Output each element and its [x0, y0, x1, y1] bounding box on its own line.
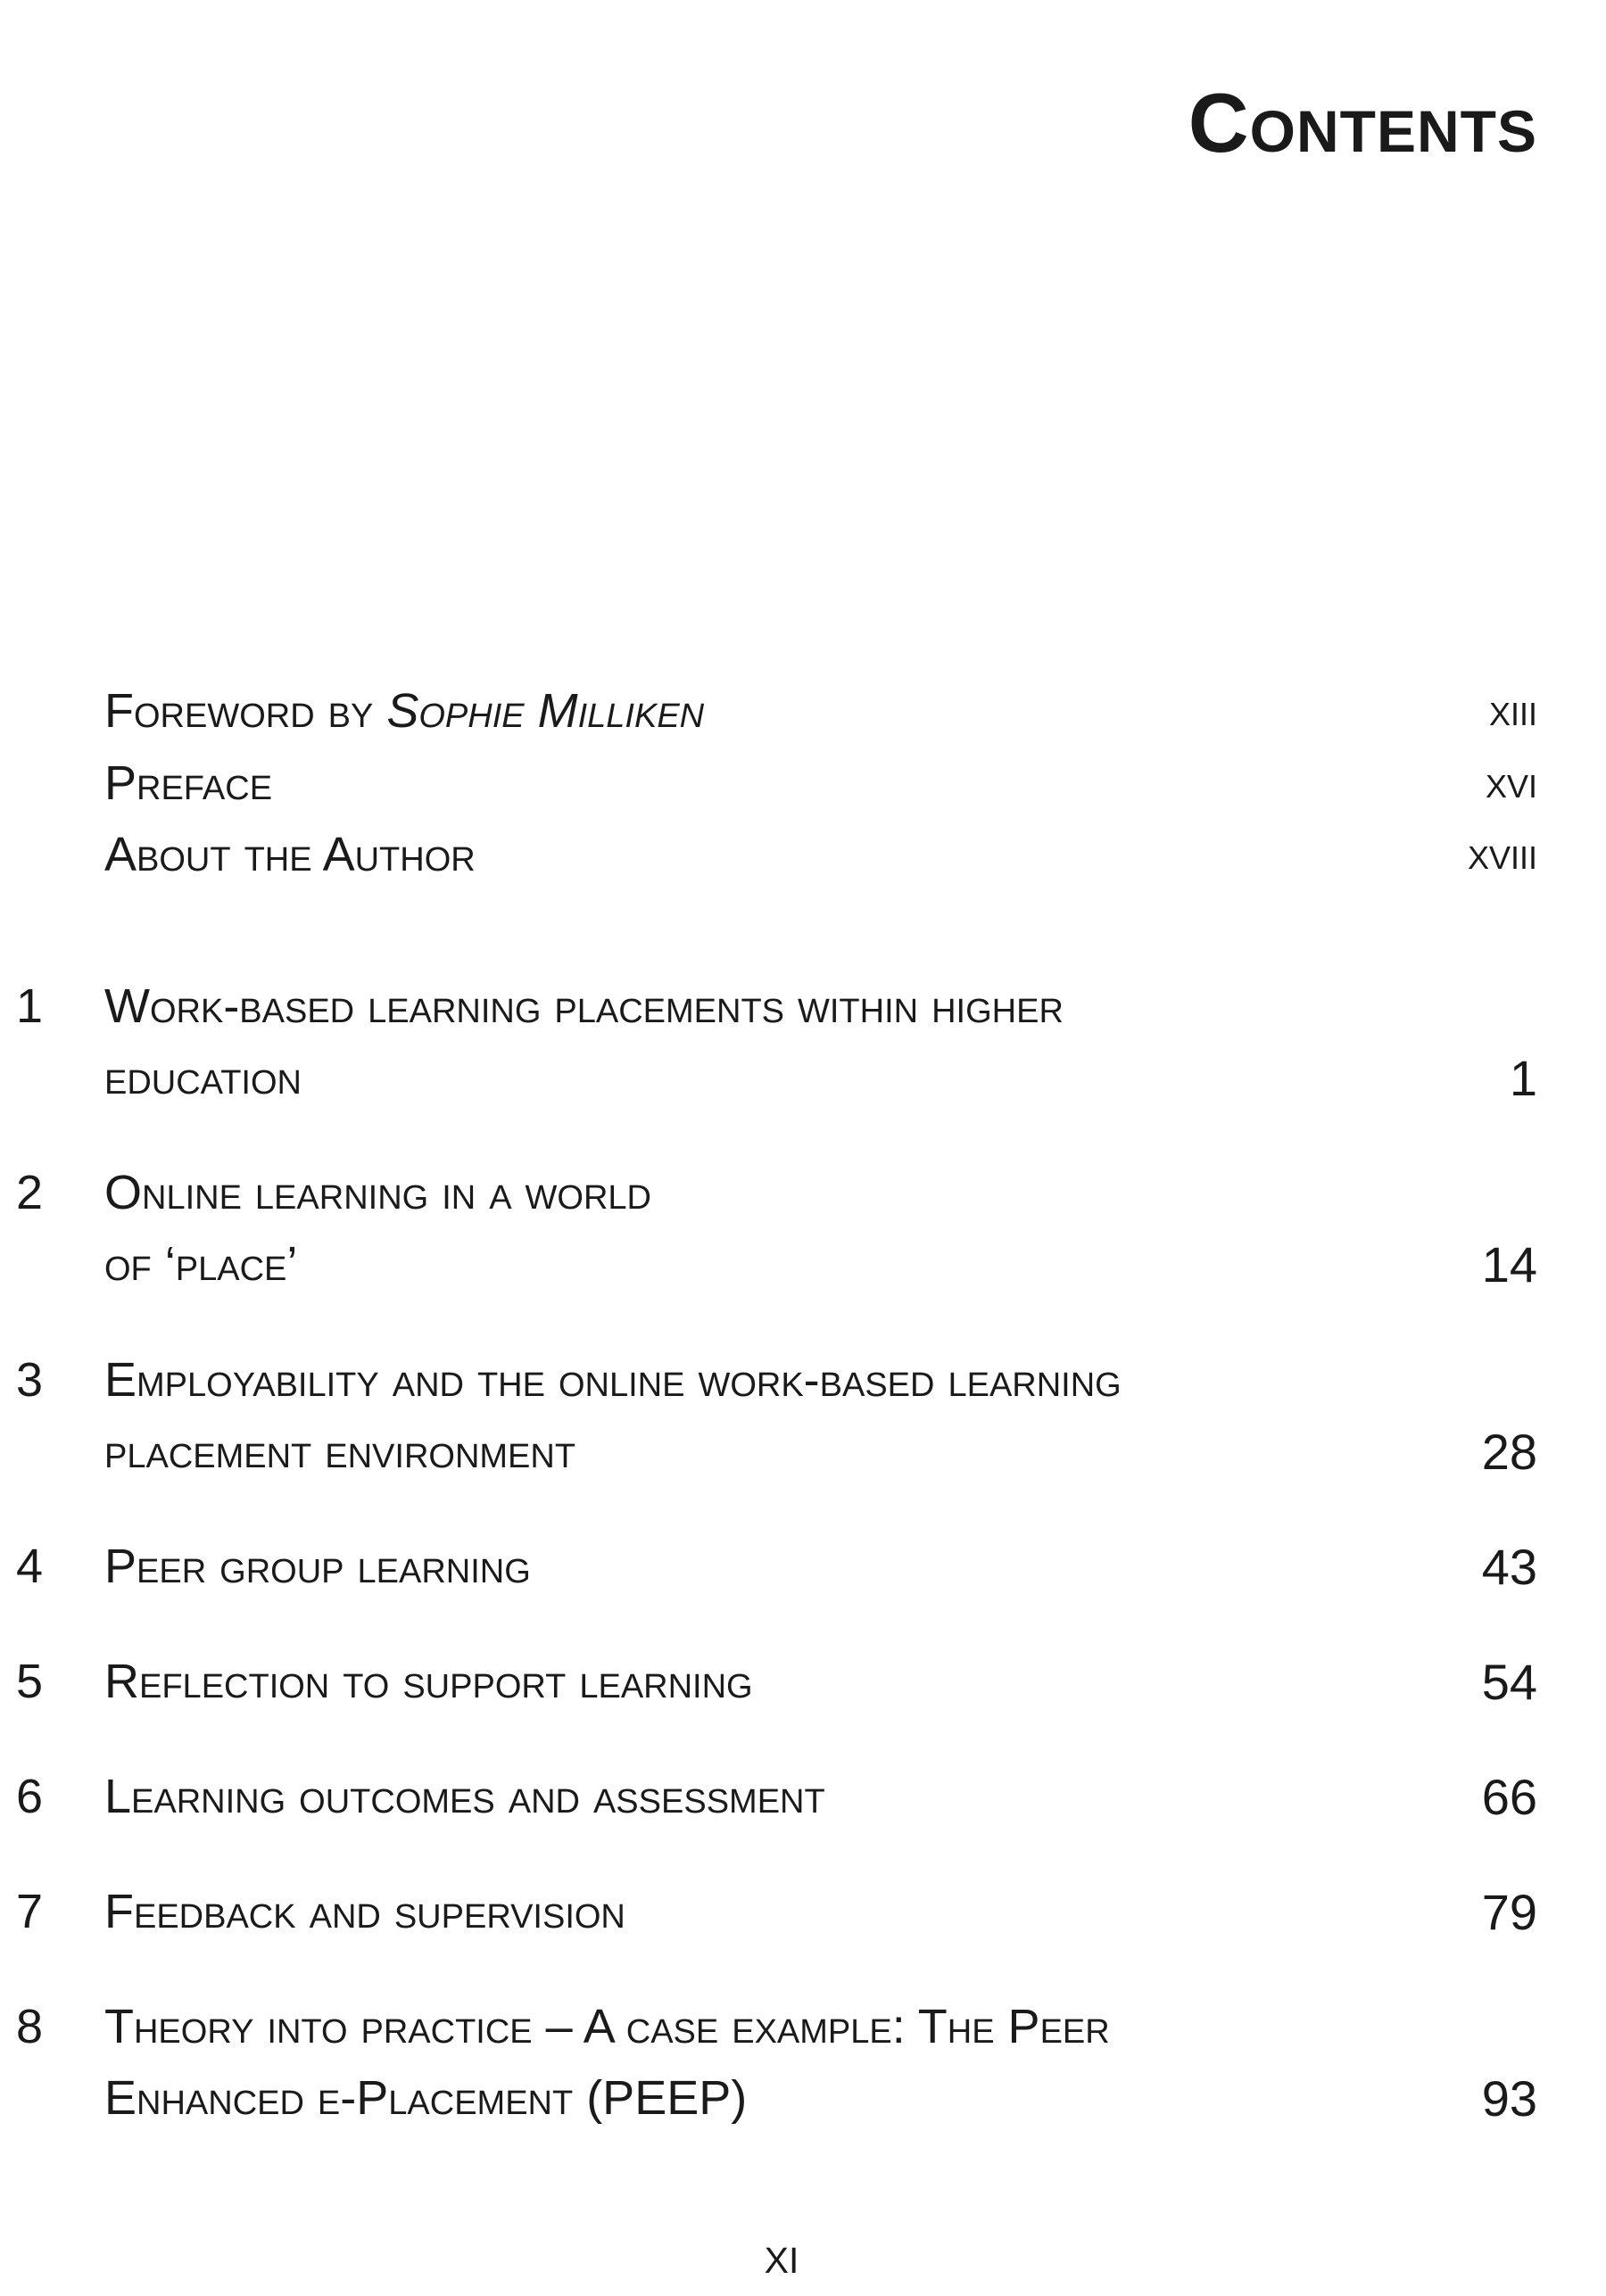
toc-entry-title: About the Author	[104, 828, 476, 881]
chapter-title-line2: of ‘place’	[104, 1237, 298, 1291]
chapter-number: 5	[16, 1655, 44, 1708]
chapter-number: 4	[16, 1540, 44, 1593]
page-folio: xi	[764, 2226, 799, 2284]
chapter-number: 8	[16, 2000, 44, 2053]
toc-entry-title: Preface	[104, 756, 273, 810]
page-title: Contents	[1188, 75, 1537, 169]
chapter-number: 7	[16, 1885, 44, 1938]
chapter-page: 43	[1481, 1539, 1537, 1595]
chapter-page: 79	[1481, 1884, 1537, 1940]
chapter-page: 66	[1481, 1769, 1537, 1825]
chapter-page: 28	[1481, 1424, 1537, 1480]
foreword-prefix: Foreword by	[104, 684, 387, 738]
chapter-number: 6	[16, 1770, 44, 1823]
chapter-title-line2: Enhanced e-Placement (PEEP)	[104, 2071, 748, 2125]
toc-entry-title	[104, 684, 705, 738]
chapter-title-line1: Peer group learning	[104, 1540, 531, 1593]
chapter-page: 54	[1481, 1654, 1537, 1710]
chapter-title-line1: Reflection to support learning	[104, 1655, 753, 1708]
chapter-title-line1: Learning outcomes and assessment	[104, 1770, 825, 1823]
toc-entry-page: xiii	[1488, 684, 1537, 736]
chapter-title-line1: Theory into practice – A case example: The Peer	[104, 2000, 1110, 2053]
toc-entry-page: xvi	[1485, 756, 1537, 808]
chapter-page: 14	[1481, 1236, 1537, 1293]
chapter-number: 3	[16, 1353, 44, 1407]
chapter-title-line2: placement environment	[104, 1425, 576, 1478]
chapter-number: 1	[16, 979, 44, 1033]
chapter-title-line1: Work-based learning placements within higher	[104, 979, 1064, 1033]
chapter-title-line2: education	[104, 1051, 302, 1104]
chapter-number: 2	[16, 1166, 44, 1219]
foreword-author: Sophie Milliken	[386, 684, 705, 738]
chapter-title-line1: Online learning in a world	[104, 1166, 651, 1219]
chapter-title-line1: Employability and the online work-based learning	[104, 1353, 1122, 1407]
toc-entry-page: xviii	[1467, 828, 1537, 880]
chapter-page: 93	[1481, 2070, 1537, 2127]
chapter-page: 1	[1509, 1050, 1537, 1106]
chapter-title-line1: Feedback and supervision	[104, 1885, 625, 1938]
